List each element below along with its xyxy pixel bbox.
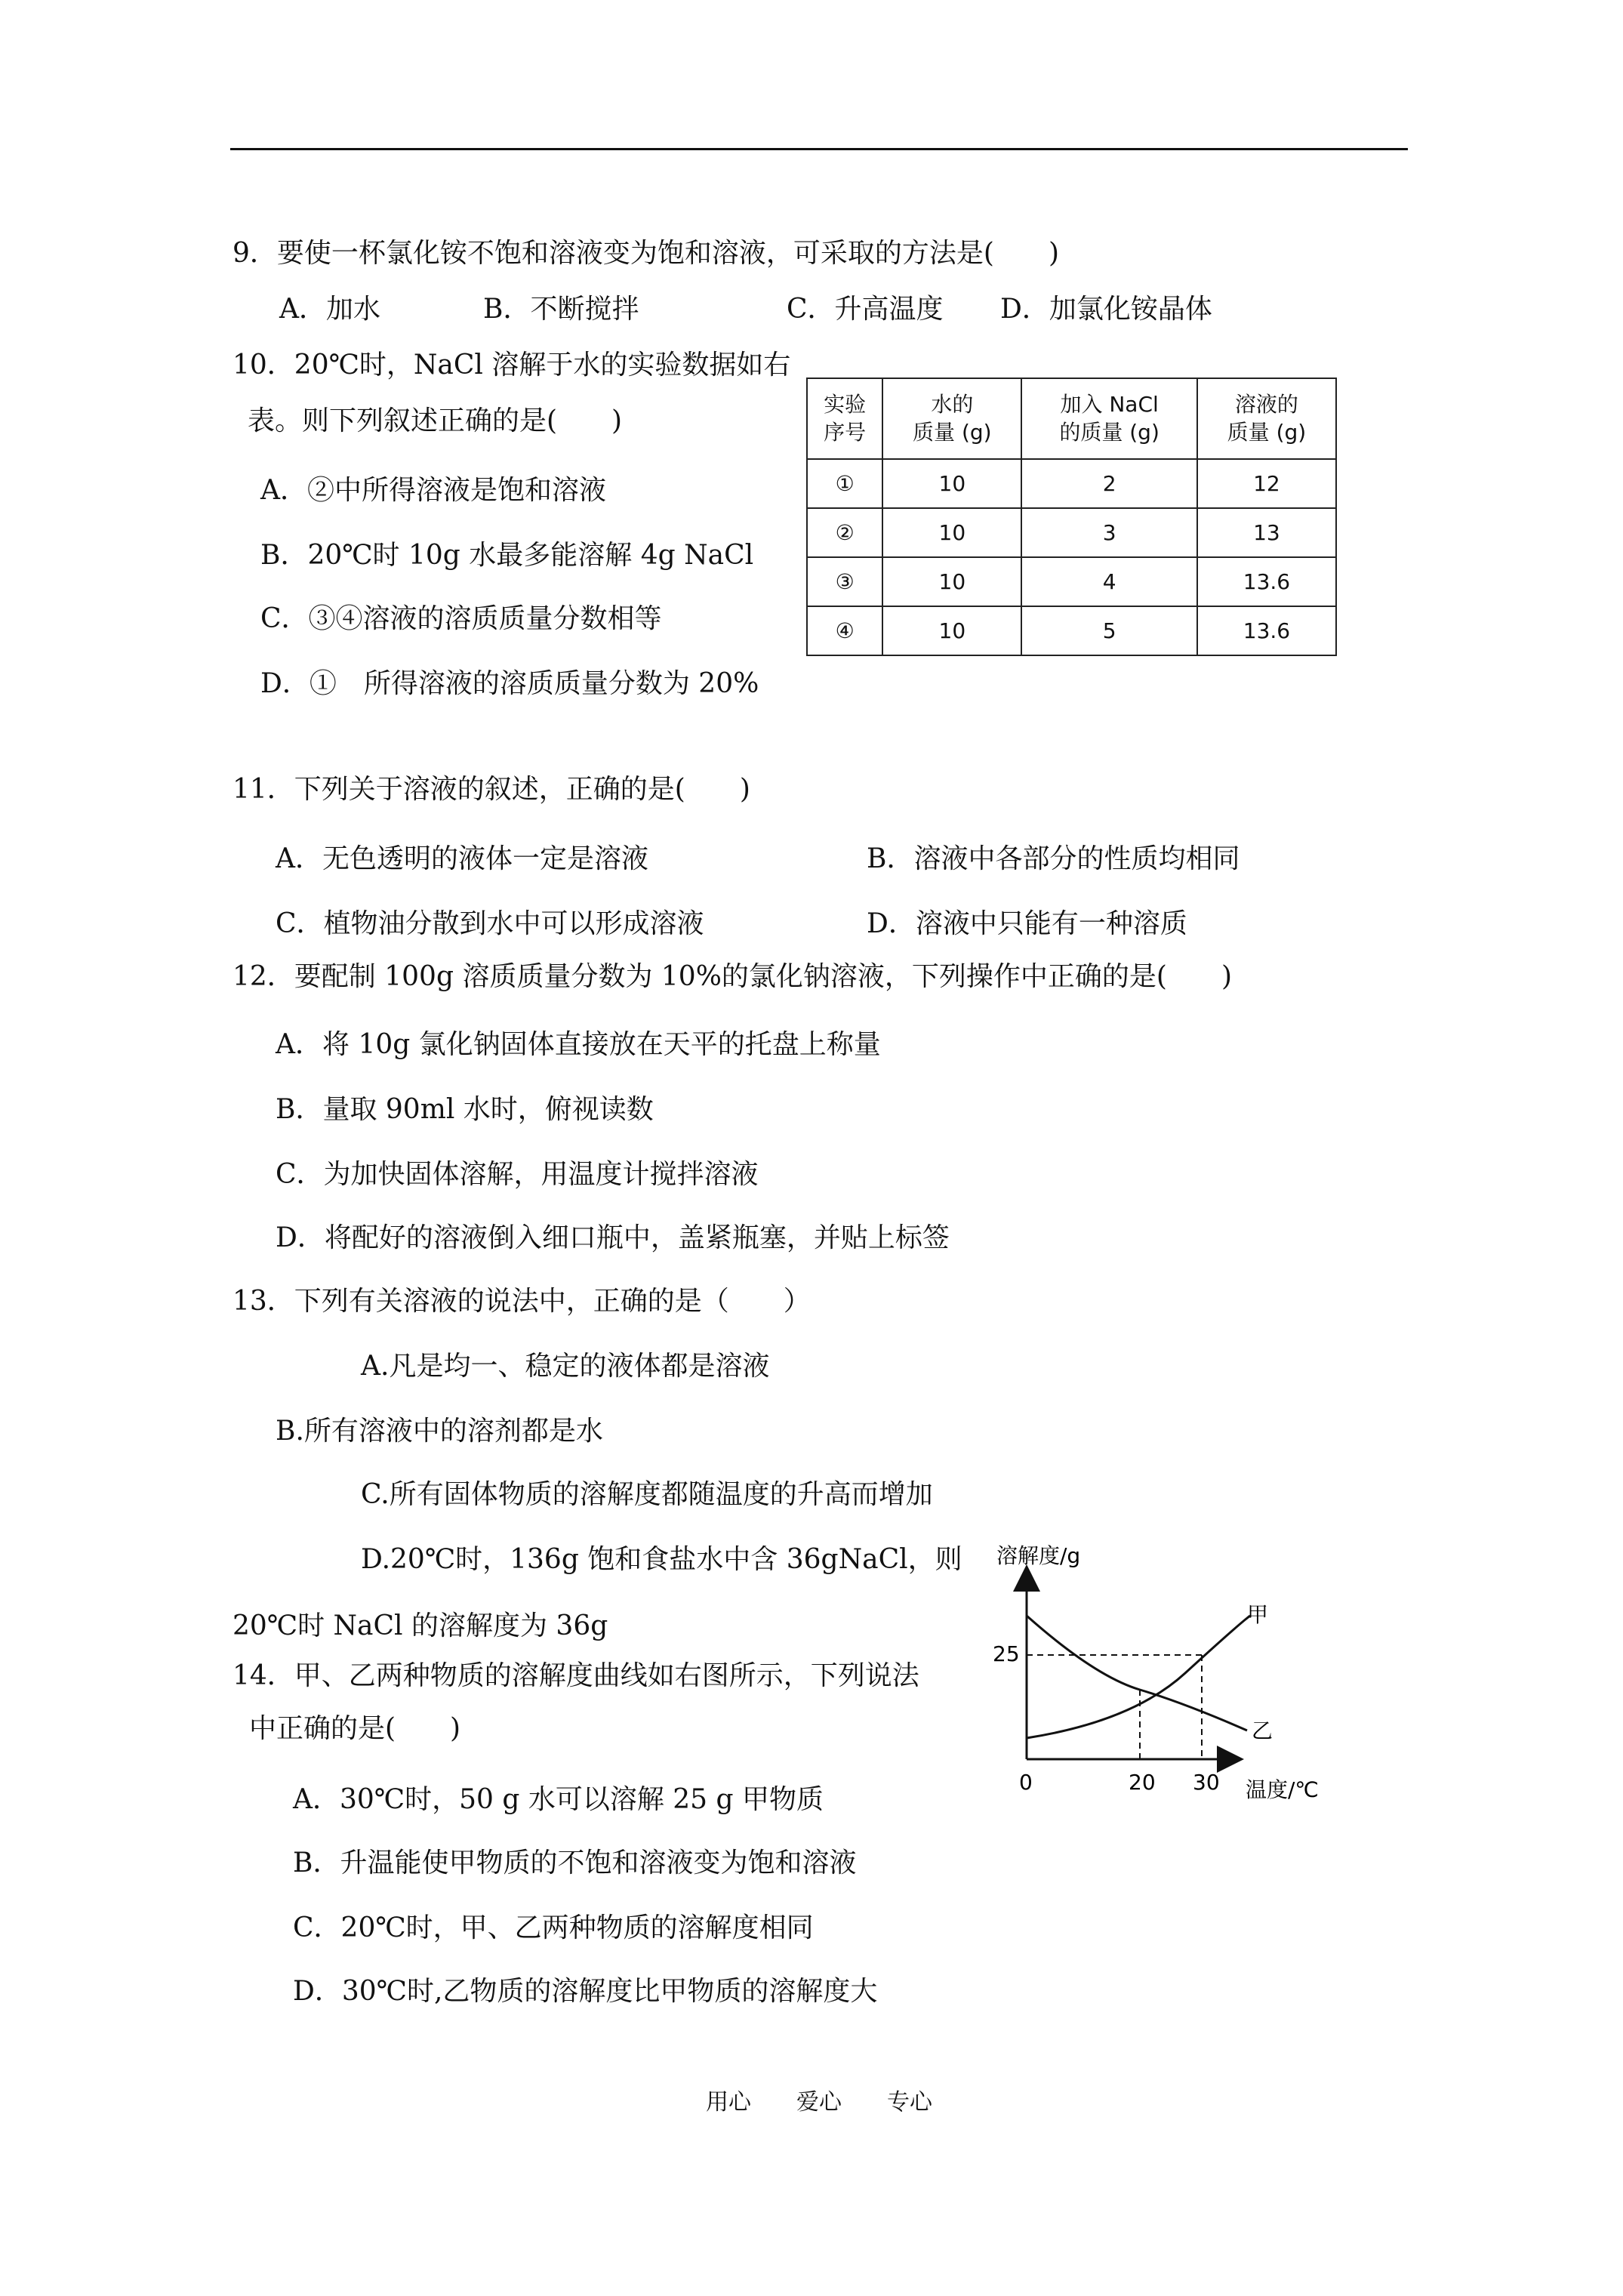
table-row	[807, 459, 1336, 508]
q10-option-d: D．① 所得溶液的溶质质量分数为 20%	[260, 668, 759, 699]
q9-stem: 9．要使一杯氯化铵不饱和溶液变为饱和溶液，可采取的方法是( )	[233, 238, 1059, 269]
table-cell: 3	[1021, 508, 1197, 557]
x-axis-label: 温度/℃	[1246, 1777, 1319, 1802]
table-header-cell: 加入 NaCl 的质量 (g)	[1021, 378, 1197, 459]
q11-option-b: B．溶液中各部分的性质均相同	[867, 843, 1240, 874]
q10-stem-line1: 10．20℃时，NaCl 溶解于水的实验数据如右	[233, 350, 791, 381]
q13-option-a: A.凡是均一、稳定的液体都是溶液	[361, 1351, 770, 1382]
q14-option-c: C．20℃时，甲、乙两种物质的溶解度相同	[293, 1912, 814, 1943]
series-label-yi: 乙	[1252, 1718, 1273, 1743]
y-tick-label: 25	[993, 1641, 1020, 1666]
q12-option-b: B．量取 90ml 水时，俯视读数	[276, 1094, 654, 1125]
series-label-jia: 甲	[1247, 1602, 1269, 1627]
table-row	[807, 606, 1336, 655]
table-cell: ②	[807, 508, 882, 557]
table-cell: 4	[1021, 557, 1197, 606]
q14-option-d: D．30℃时,乙物质的溶解度比甲物质的溶解度大	[293, 1976, 878, 2007]
q14-stem-line2: 中正确的是( )	[249, 1713, 461, 1744]
table-row	[807, 508, 1336, 557]
q9-option-a: A．加水	[279, 294, 380, 325]
q14-stem-line1: 14．甲、乙两种物质的溶解度曲线如右图所示，下列说法	[233, 1660, 919, 1691]
q12-option-d: D．将配好的溶液倒入细口瓶中，盖紧瓶塞，并贴上标签	[276, 1222, 950, 1253]
table-header-cell: 溶液的 质量 (g)	[1197, 378, 1336, 459]
curve-yi	[1027, 1616, 1247, 1730]
table-cell: 2	[1021, 459, 1197, 508]
x-tick-label: 30	[1193, 1770, 1220, 1795]
table-cell: 10	[882, 606, 1021, 655]
table-cell: 5	[1021, 606, 1197, 655]
table-cell: ④	[807, 606, 882, 655]
table-cell: ③	[807, 557, 882, 606]
q13-option-b: B.所有溶液中的溶剂都是水	[276, 1416, 603, 1447]
q14-option-b: B．升温能使甲物质的不饱和溶液变为饱和溶液	[293, 1848, 857, 1878]
table-cell: ①	[807, 459, 882, 508]
table-cell: 10	[882, 557, 1021, 606]
q11-option-c: C．植物油分散到水中可以形成溶液	[276, 908, 704, 939]
x-tick-label: 20	[1129, 1770, 1156, 1795]
q10-stem-line2: 表。则下列叙述正确的是( )	[248, 405, 623, 436]
q10-option-a: A．②中所得溶液是饱和溶液	[260, 475, 606, 506]
q12-option-c: C．为加快固体溶解，用温度计搅拌溶液	[276, 1159, 759, 1190]
y-axis-label: 溶解度/g	[996, 1543, 1081, 1568]
table-cell: 13.6	[1197, 557, 1336, 606]
q13-option-d-line2: 20℃时 NaCl 的溶解度为 36g	[233, 1610, 608, 1641]
nacl-data-table	[806, 378, 1337, 656]
origin-label: 0	[1019, 1770, 1033, 1795]
page-footer: 用心 爱心 专心	[706, 2089, 932, 2116]
table-cell: 10	[882, 459, 1021, 508]
curve-jia	[1027, 1616, 1250, 1738]
q9-option-c: C．升高温度	[787, 294, 944, 325]
q9-option-d: D．加氯化铵晶体	[1000, 294, 1212, 325]
q9-option-b: B．不断搅拌	[483, 294, 639, 325]
table-cell: 10	[882, 508, 1021, 557]
q12-stem: 12．要配制 100g 溶质质量分数为 10%的氯化钠溶液，下列操作中正确的是( )	[233, 961, 1233, 992]
solubility-curve-figure	[981, 1533, 1344, 1804]
table-header-cell: 水的 质量 (g)	[882, 378, 1021, 459]
table-header-cell: 实验 序号	[807, 378, 882, 459]
table-row	[807, 557, 1336, 606]
q12-option-a: A．将 10g 氯化钠固体直接放在天平的托盘上称量	[276, 1029, 881, 1060]
table-header-row	[807, 378, 1336, 459]
q13-stem: 13．下列有关溶液的说法中，正确的是（ ）	[233, 1286, 811, 1317]
table-cell: 12	[1197, 459, 1336, 508]
q11-option-d: D．溶液中只能有一种溶质	[867, 908, 1187, 939]
q13-option-d-line1: D.20℃时，136g 饱和食盐水中含 36gNaCl，则	[361, 1544, 962, 1575]
q10-option-c: C．③④溶液的溶质质量分数相等	[260, 603, 662, 634]
q14-option-a: A．30℃时，50 g 水可以溶解 25 g 甲物质	[293, 1784, 824, 1815]
table-cell: 13.6	[1197, 606, 1336, 655]
table-cell: 13	[1197, 508, 1336, 557]
q13-option-c: C.所有固体物质的溶解度都随温度的升高而增加	[361, 1479, 933, 1510]
header-rule	[230, 148, 1408, 150]
q11-option-a: A．无色透明的液体一定是溶液	[276, 843, 648, 874]
q11-stem: 11．下列关于溶液的叙述，正确的是( )	[233, 774, 750, 805]
q10-option-b: B．20℃时 10g 水最多能溶解 4g NaCl	[260, 540, 754, 571]
